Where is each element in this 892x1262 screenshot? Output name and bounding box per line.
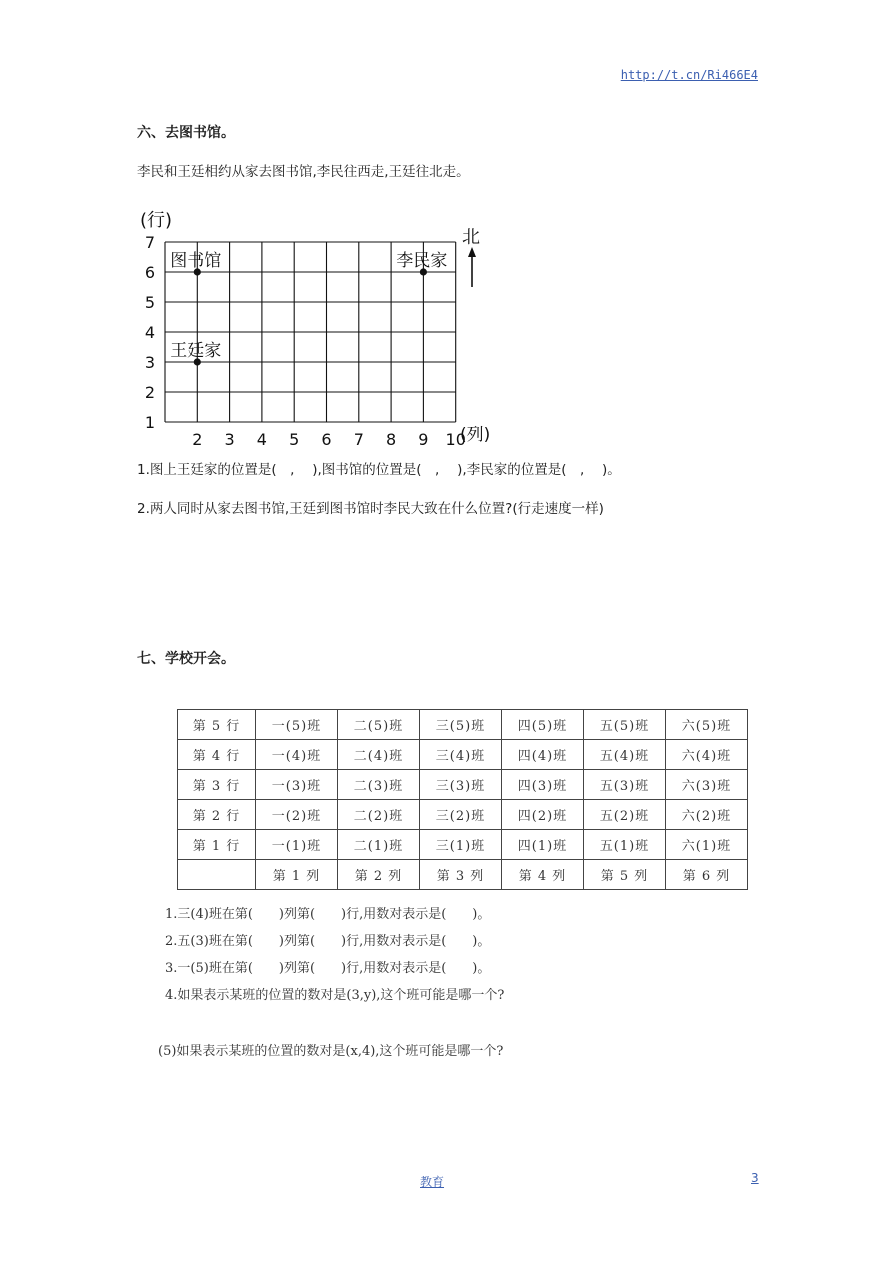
- row-head: 第 3 行: [178, 770, 256, 800]
- page-number: 3: [751, 1171, 759, 1185]
- grid-ylabel: (行): [140, 210, 173, 231]
- north-arrow: [462, 227, 480, 287]
- table-cell: 二(5)班: [338, 710, 420, 740]
- table-cell: 一(2)班: [256, 800, 338, 830]
- grid-point-label: 王廷家: [170, 341, 222, 361]
- table-cell: 六(4)班: [666, 740, 748, 770]
- table-cell: 三(4)班: [420, 740, 502, 770]
- table-cell: 五(3)班: [584, 770, 666, 800]
- corner-cell: [178, 860, 256, 890]
- table-cell: 三(3)班: [420, 770, 502, 800]
- table-row: [178, 710, 748, 740]
- col-head: 第 5 列: [584, 860, 666, 890]
- x-tick-label: 4: [256, 430, 267, 445]
- table-cell: 五(2)班: [584, 800, 666, 830]
- x-tick-label: 3: [224, 430, 235, 445]
- table-cell: 一(3)班: [256, 770, 338, 800]
- section7-q1: 1.三(4)班在第( )列第( )行,用数对表示是( )。: [165, 907, 491, 922]
- table-cell: 二(3)班: [338, 770, 420, 800]
- table-cell: 六(1)班: [666, 830, 748, 860]
- footer-link[interactable]: 教育: [420, 1175, 445, 1189]
- x-tick-label: 8: [386, 430, 397, 445]
- y-tick-label: 2: [144, 383, 156, 402]
- x-tick-label: 2: [192, 430, 203, 445]
- y-tick-label: 6: [144, 263, 156, 282]
- y-tick-label: 5: [144, 293, 156, 312]
- y-tick-label: 1: [144, 413, 156, 432]
- col-head: 第 6 列: [666, 860, 748, 890]
- grid-points: [170, 251, 447, 366]
- y-tick-label: 4: [144, 323, 156, 342]
- table-cell: 一(5)班: [256, 710, 338, 740]
- section7-q5: (5)如果表示某班的位置的数对是(x,4),这个班可能是哪一个?: [158, 1044, 504, 1059]
- section6-q1: 1.图上王廷家的位置是( , ),图书馆的位置是( , ),李民家的位置是( , )。: [137, 462, 621, 478]
- row-head: 第 1 行: [178, 830, 256, 860]
- section7-q4: 4.如果表示某班的位置的数对是(3,y),这个班可能是哪一个?: [165, 988, 505, 1003]
- table-cell: 二(2)班: [338, 800, 420, 830]
- table-cell: 四(2)班: [502, 800, 584, 830]
- table-cell: 四(4)班: [502, 740, 584, 770]
- header-link[interactable]: http://t.cn/Ri466E4: [620, 68, 758, 82]
- row-head: 第 4 行: [178, 740, 256, 770]
- x-tick-label: 10: [445, 430, 466, 445]
- section7-q2: 2.五(3)班在第( )列第( )行,用数对表示是( )。: [165, 934, 491, 949]
- row-head: 第 5 行: [178, 710, 256, 740]
- seating-table: [177, 709, 748, 890]
- table-cell: 五(1)班: [584, 830, 666, 860]
- coordinate-grid: [140, 205, 510, 445]
- seating-table-wrap: [177, 709, 748, 890]
- table-cell: 六(2)班: [666, 800, 748, 830]
- col-head: 第 3 列: [420, 860, 502, 890]
- grid-point-label: 图书馆: [170, 251, 222, 271]
- col-head: 第 4 列: [502, 860, 584, 890]
- x-tick-label: 9: [418, 430, 429, 445]
- table-cell: 五(4)班: [584, 740, 666, 770]
- grid-point-label: 李民家: [396, 251, 448, 271]
- col-head: 第 2 列: [338, 860, 420, 890]
- table-cell: 四(1)班: [502, 830, 584, 860]
- table-cell: 四(3)班: [502, 770, 584, 800]
- table-cell: 一(4)班: [256, 740, 338, 770]
- col-head: 第 1 列: [256, 860, 338, 890]
- section6-q2: 2.两人同时从家去图书馆,王廷到图书馆时李民大致在什么位置?(行走速度一样): [137, 501, 604, 517]
- table-row: [178, 860, 748, 890]
- x-tick-label: 7: [353, 430, 364, 445]
- section7-title: 七、学校开会。: [137, 651, 235, 667]
- section6-title: 六、去图书馆。: [137, 125, 235, 141]
- table-cell: 五(5)班: [584, 710, 666, 740]
- table-cell: 一(1)班: [256, 830, 338, 860]
- table-cell: 三(2)班: [420, 800, 502, 830]
- table-row: [178, 800, 748, 830]
- x-tick-label: 6: [321, 430, 332, 445]
- y-tick-label: 7: [144, 233, 156, 252]
- x-tick-label: 5: [289, 430, 300, 445]
- table-row: [178, 830, 748, 860]
- section6-intro: 李民和王廷相约从家去图书馆,李民往西走,王廷往北走。: [137, 164, 470, 180]
- table-cell: 三(1)班: [420, 830, 502, 860]
- row-head: 第 2 行: [178, 800, 256, 830]
- table-row: [178, 770, 748, 800]
- y-tick-label: 3: [144, 353, 156, 372]
- table-cell: 三(5)班: [420, 710, 502, 740]
- section7-q3: 3.一(5)班在第( )列第( )行,用数对表示是( )。: [165, 961, 491, 976]
- table-cell: 六(3)班: [666, 770, 748, 800]
- table-row: [178, 740, 748, 770]
- grid-xlabel: (列): [460, 425, 491, 445]
- table-cell: 六(5)班: [666, 710, 748, 740]
- north-label: 北: [462, 227, 480, 248]
- table-cell: 四(5)班: [502, 710, 584, 740]
- table-cell: 二(1)班: [338, 830, 420, 860]
- table-cell: 二(4)班: [338, 740, 420, 770]
